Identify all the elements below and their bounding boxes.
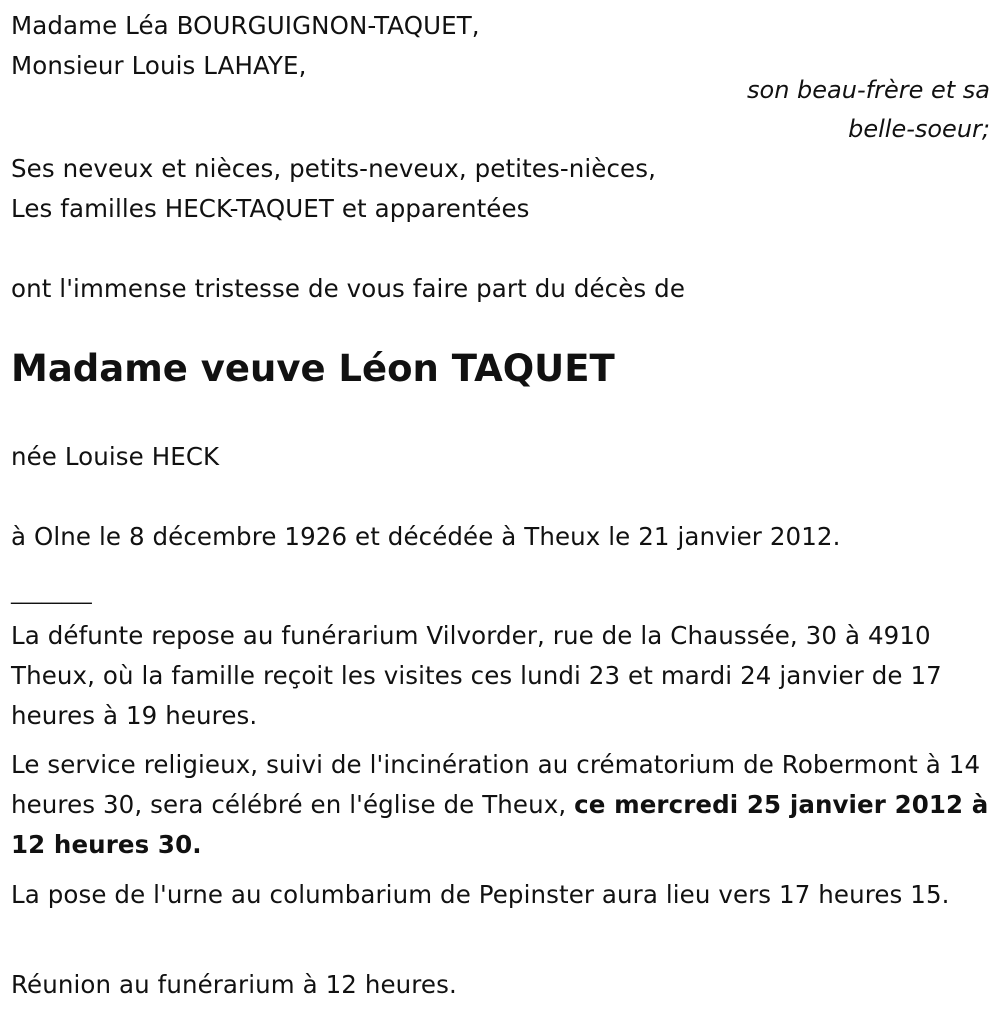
family-line-2: Les familles HECK-TAQUET et apparentées (11, 194, 530, 223)
family-line-1: Ses neveux et nièces, petits-neveux, petites-nièces, (11, 154, 656, 183)
deceased-name: Madame veuve Léon TAQUET (11, 347, 615, 390)
birth-death-dates: à Olne le 8 décembre 1926 et décédée à Theux le 21 janvier 2012. (11, 522, 841, 551)
announcement-text: ont l'immense tristesse de vous faire part du décès de (11, 274, 686, 303)
service-paragraph (11, 745, 1000, 865)
service-date: ce mercredi 25 janvier 2012 à 12 heures 30. (11, 790, 989, 859)
urn-paragraph: La pose de l'urne au columbarium de Pepinster aura lieu vers 17 heures 15. (11, 880, 950, 909)
service-text: Le service religieux, suivi de l'incinération au crématorium de Robermont à 14 heures 30, sera célébré en l'église de Theux, (11, 750, 981, 819)
birth-name: née Louise HECK (11, 442, 220, 471)
relation-line-2: belle-soeur; (848, 115, 990, 143)
relation-line-1: son beau-frère et sa (747, 76, 990, 104)
separator-line: ________ (11, 580, 92, 604)
recipient-line-1: Madame Léa BOURGUIGNON-TAQUET, (11, 11, 480, 40)
meeting-paragraph: Réunion au funérarium à 12 heures. (11, 970, 457, 999)
recipient-line-2: Monsieur Louis LAHAYE, (11, 51, 307, 80)
repose-paragraph: La défunte repose au funérarium Vilvorder, rue de la Chaussée, 30 à 4910 Theux, où la famille reçoit les visites ces lundi 23 et mardi 24 janvier de 17 heures à 19 heures. (11, 621, 942, 730)
